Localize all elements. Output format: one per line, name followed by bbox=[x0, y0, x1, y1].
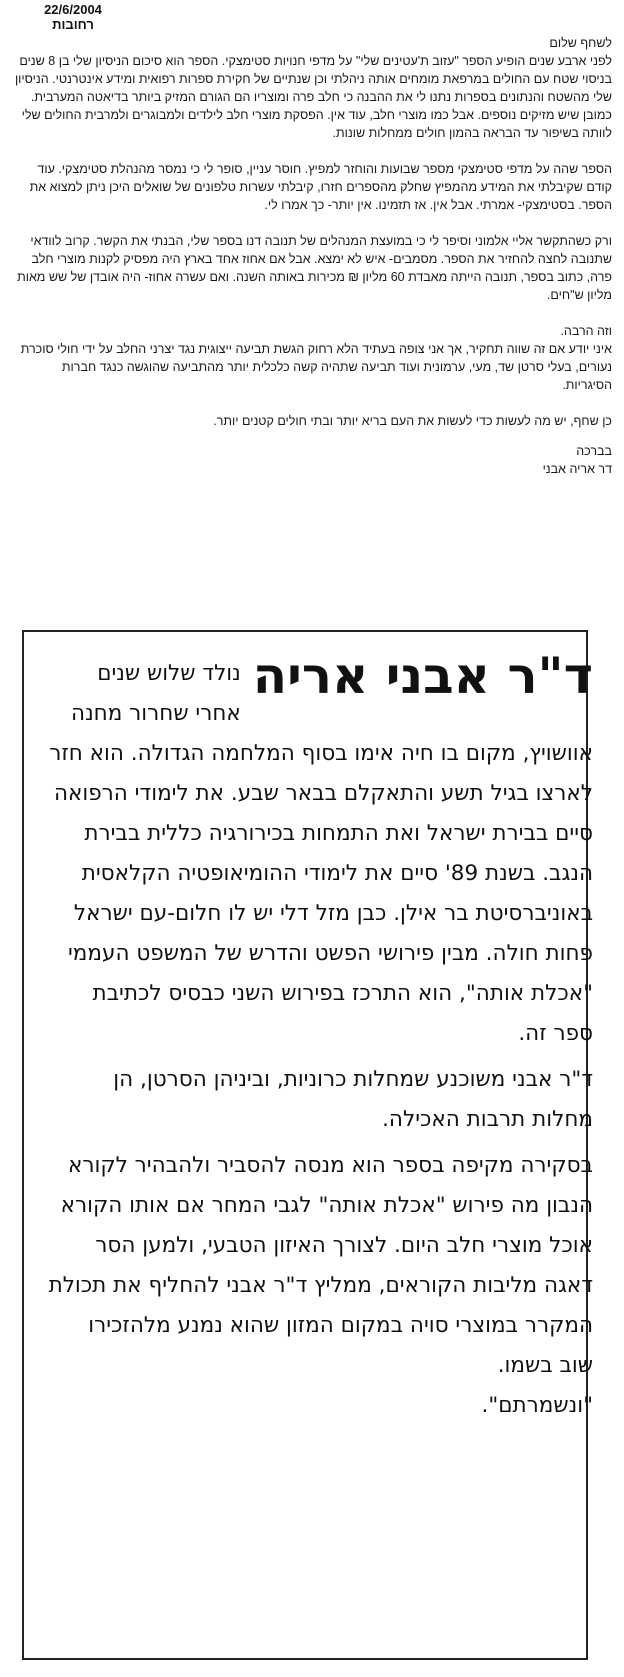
bio-ending-quote: "ונשמרתם". bbox=[481, 1393, 593, 1418]
paragraph-gap bbox=[14, 142, 612, 160]
letter-closing: בברכה bbox=[576, 444, 612, 458]
letter-paragraph: כן שחף, יש מה לעשות כדי לעשות את העם בריא יותר ובתי חולים קטנים יותר. bbox=[213, 414, 612, 428]
publication-date: 22/6/2004 bbox=[44, 2, 102, 17]
bio-paragraph: נולד שלוש שנים אחרי שחרור מחנה אוושויץ, מקום בו חיה אימו בסוף המלחמה הגדולה. הוא חזר לארצו בגיל תשע והתאקלם בבאר שבע. את לימודי הרפואה סיים בבירת ישראל ואת התמחות בכירורגיה כללית בבירת הנגב. בשנת 89' סיים את לימודי ההומיאופטיה הקלאסית באוניברסיטת בר אילן. כבן מזל דלי יש לו חלום-עם ישראל פחות חולה. מבין פירושי הפשט והדרש של המשפט העממי "אכלת אותה", הוא התרכז בפירוש השני כבסיס לכתיבת ספר זה. bbox=[49, 661, 593, 1046]
letter-paragraph: איני יודע אם זה שווה תחקיר, אך אני צופה בעתיד הלא רחוק הגשת תביעה ייצוגית נגד יצרני החלב על ידי חולי סוכרת נעורים, בעלי סרטן שד, מעי, ערמונית ועוד תביעה שתהיה קשה כלכלית יותר מהתביעה שהוגשה כנגד חברות הסיגריות. bbox=[20, 342, 612, 392]
letter-paragraph: לפני ארבע שנים הופיע הספר "עזוב ת'עטינים שלי" על מדפי חנויות סטימצקי. הספר הוא סיכום הניסיון שלי בן 8 שנים בניסוי שטח עם החולים במרפאת מומחים אותה ניהלתי וכן שנתיים של חקירת ספרות רפואית ומידע אינטרנטי. הניסיון שלי מהשטח והנתונים בספרות נתנו לי את ההבנה כי חלב פרה ומוצריו הם הגורם המזיק ביותר בדיאטה המערבית. כמובן שיש מזיקים נוספים. אבל כמו מוצרי חלב, עוד אין. הפסקת מוצרי חלב לילדים ולמבוגרים ולמרבית החולים שלי לוותה בשיפור עד הבראה בהמון חולים ממחלות שונות. bbox=[14, 54, 612, 140]
paragraph-gap bbox=[14, 304, 612, 322]
letter-paragraph: וזה הרבה. bbox=[560, 324, 612, 338]
letter-signature: דר אריה אבני bbox=[542, 462, 612, 476]
bio-title: ד"ר אבני אריה bbox=[252, 647, 593, 705]
letter-paragraph: ורק כשהתקשר אליי אלמוני וסיפר לי כי במועצת המנהלים של תנובה דנו בספר שלי, הבנתי את הקשר. קרוב לוודאי שתנובה לחצה להחזיר את הספר. מסמבים- איש לא ימצא. אבל אם אחוז אחד בארץ היה מפסיק לקנות מוצרי חלב פרה, כתוב בספר, תנובה הייתה מאבדת 60 מליון ₪ מכירות באותה השנה. ואם עשרה אחוז- היה אובדן של שש מאות מליון ש"חים. bbox=[17, 234, 612, 302]
bio-paragraph: בסקירה מקיפה בספר הוא מנסה להסביר ולהבהיר לקורא הנבון מה פירוש "אכלת אותה" לגבי המחר אם אותו הקורא אוכל מוצרי חלב היום. לצורך האיזון הטבעי, ולמען הסר דאגה מליבות הקוראים, ממליץ ד"ר אבני להחליף את תכולת המקרר במוצרי סויה במקום המזון שהוא נמנע מלהזכירו שוב בשמו. bbox=[48, 1153, 593, 1378]
letter-greeting: לשחף שלום bbox=[549, 36, 612, 50]
publication-section: רחובות bbox=[52, 17, 94, 32]
paragraph-gap bbox=[14, 214, 612, 232]
letter-paragraph: הספר שהה על מדפי סטימצקי מספר שבועות והוחזר למפיץ. חוסר עניין, סופר לי כי נמסר מהנהלת סטימצקי. עוד קודם שקיבלתי את המידע מהמפיץ שחלק מהספרים חזרו, קיבלתי עשרות טלפונים של שואלים היכן ניתן למצוא את הספר. בסטימצקי- אמרתי. אבל אין. אז תזמינו. אין יותר- כך אמרו לי. bbox=[29, 162, 612, 212]
author-bio bbox=[48, 647, 593, 1448]
letter-to-editor bbox=[14, 34, 612, 624]
bio-paragraph: ד"ר אבני משוכנע שמחלות כרוניות, וביניהן הסרטן, הן מחלות תרבות האכילה. bbox=[113, 1067, 593, 1132]
page-header bbox=[18, 2, 128, 32]
paragraph-gap bbox=[14, 394, 612, 412]
